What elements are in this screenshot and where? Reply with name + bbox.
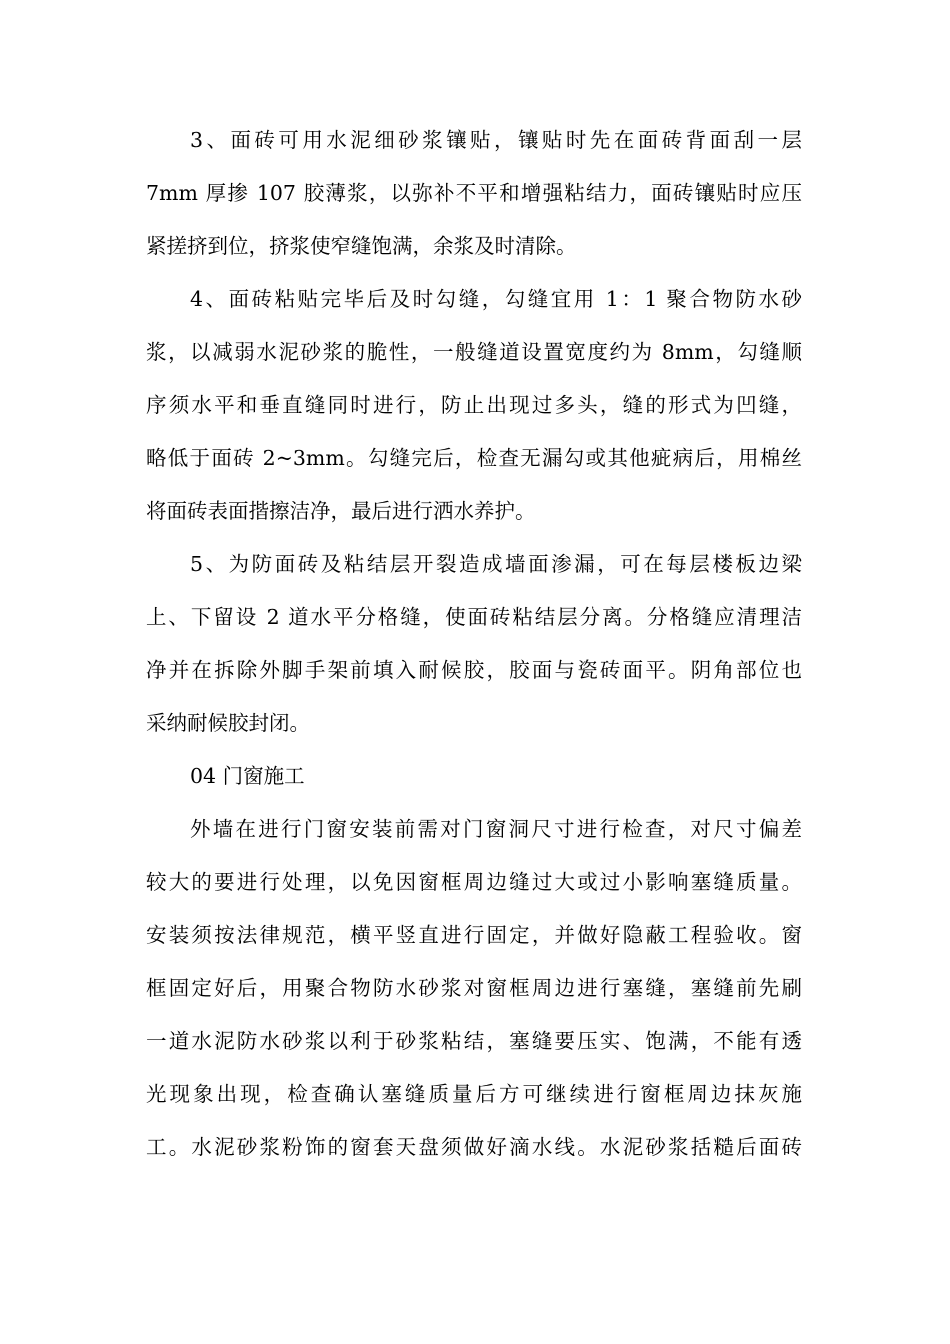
paragraph-windows-line-5: 一道水泥防水砂浆以利于砂浆粘结，塞缝要压实、饱满，不能有透 (146, 1029, 802, 1053)
paragraph-windows-line-4: 框固定好后，用聚合物防水砂浆对窗框周边进行塞缝，塞缝前先刷 (146, 976, 802, 1000)
paragraph-windows-line-6: 光现象出现，检查确认塞缝质量后方可继续进行窗框周边抹灰施 (146, 1082, 802, 1106)
document-body (146, 114, 802, 1174)
paragraph-5-line-2: 上、下留设 2 道水平分格缝，使面砖粘结层分离。分格缝应清理洁 (146, 605, 802, 629)
paragraph-4-line-4: 略低于面砖 2~3mm。勾缝完后，检查无漏勾或其他疵病后，用棉丝 (146, 446, 802, 470)
paragraph-4-line-1: 4、面砖粘贴完毕后及时勾缝，勾缝宜用 1：1 聚合物防水砂 (190, 287, 802, 311)
paragraph-windows-line-3: 安装须按法律规范，横平竖直进行固定，并做好隐蔽工程验收。窗 (146, 923, 802, 947)
paragraph-3-line-1: 3、面砖可用水泥细砂浆镶贴，镶贴时先在面砖背面刮一层 (190, 128, 802, 152)
paragraph-5-line-1: 5、为防面砖及粘结层开裂造成墙面渗漏，可在每层楼板边梁 (190, 552, 802, 576)
paragraph-4-line-2: 浆，以减弱水泥砂浆的脆性，一般缝道设置宽度约为 8mm，勾缝顺 (146, 340, 802, 364)
paragraph-5-line-4: 采纳耐候胶封闭。 (146, 711, 310, 735)
paragraph-4-line-5: 将面砖表面揩擦洁净，最后进行洒水养护。 (146, 499, 536, 523)
paragraph-3-line-3: 紧搓挤到位，挤浆使窄缝饱满，余浆及时清除。 (146, 234, 577, 258)
paragraph-windows-line-1: 外墙在进行门窗安装前需对门窗洞尺寸进行检查，对尺寸偏差 (190, 817, 802, 841)
paragraph-5-line-3: 净并在拆除外脚手架前填入耐候胶，胶面与瓷砖面平。阴角部位也 (146, 658, 802, 682)
section-heading-windows: 04 门窗施工 (190, 764, 305, 788)
paragraph-windows-line-2: 较大的要进行处理，以免因窗框周边缝过大或过小影响塞缝质量。 (146, 870, 802, 894)
paragraph-windows-line-7: 工。水泥砂浆粉饰的窗套天盘须做好滴水线。水泥砂浆括糙后面砖 (146, 1135, 802, 1159)
paragraph-3-line-2: 7mm 厚掺 107 胶薄浆，以弥补不平和增强粘结力，面砖镶贴时应压 (146, 181, 802, 205)
paragraph-4-line-3: 序须水平和垂直缝同时进行，防止出现过多头，缝的形式为凹缝， (146, 393, 802, 417)
